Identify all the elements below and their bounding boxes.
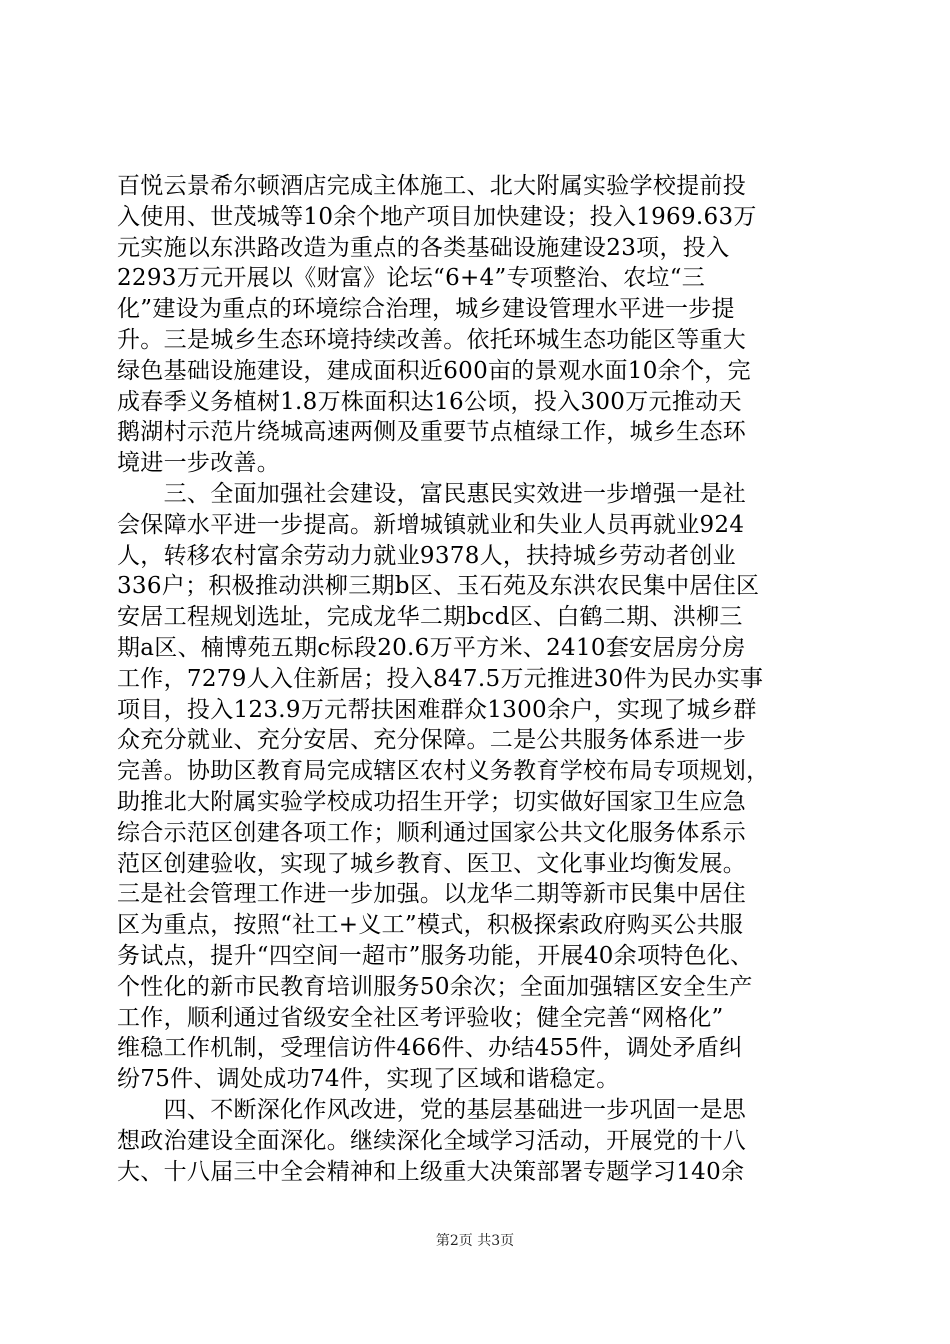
- text-line: 升。三是城乡生态环境持续改善。依托环城生态功能区等重大: [117, 326, 747, 353]
- text-line: 区为重点，按照“社工+义工”模式，积极探索政府购买公共服: [117, 912, 744, 939]
- text-line: 入使用、世茂城等10余个地产项目加快建设；投入1969.63万: [117, 203, 757, 230]
- text-line: 完善。协助区教育局完成辖区农村义务教育学校布局专项规划，: [117, 758, 770, 785]
- text-line: 想政治建设全面深化。继续深化全域学习活动，开展党的十八: [117, 1127, 747, 1154]
- text-line: 成春季义务植树1.8万株面积达16公顷，投入300万元推动天: [117, 388, 742, 415]
- text-line: 工作，7279人入住新居；投入847.5万元推进30件为民办实事: [117, 665, 764, 692]
- text-line: 众充分就业、充分安居、充分保障。二是公共服务体系进一步: [117, 727, 747, 754]
- text-line: 综合示范区创建各项工作；顺利通过国家公共文化服务体系示: [117, 819, 747, 846]
- text-line: 范区创建验收，实现了城乡教育、医卫、文化事业均衡发展。: [117, 850, 747, 877]
- text-line: 2293万元开展以《财富》论坛“6+4”专项整治、农垃“三: [117, 265, 706, 292]
- text-line: 百悦云景希尔顿酒店完成主体施工、北大附属实验学校提前投: [117, 173, 747, 199]
- text-line: 期a区、楠博苑五期c标段20.6万平方米、2410套安居房分房: [117, 634, 746, 661]
- text-line: 维稳工作机制，受理信访件466件、办结455件，调处矛盾纠: [117, 1035, 743, 1062]
- text-line: 境进一步改善。: [117, 450, 281, 477]
- text-line: 工作，顺利通过省级安全社区考评验收；健全完善“网格化”: [117, 1004, 724, 1031]
- text-line: 助推北大附属实验学校成功招生开学；切实做好国家卫生应急: [117, 788, 747, 815]
- text-line: 绿色基础设施建设，建成面积近600亩的景观水面10余个，完: [117, 357, 751, 384]
- text-line: 安居工程规划选址，完成龙华二期bcd区、白鹤二期、洪柳三: [117, 604, 743, 631]
- text-line: 人，转移农村富余劳动力就业9378人，扶持城乡劳动者创业: [117, 542, 736, 569]
- text-line: 项目，投入123.9万元帮扶困难群众1300余户，实现了城乡群: [117, 696, 757, 723]
- text-line: 大、十八届三中全会精神和上级重大决策部署专题学习140余: [117, 1158, 745, 1185]
- text-line: 化”建设为重点的环境综合治理，城乡建设管理水平进一步提: [117, 296, 735, 323]
- page-number-footer: 第2页 共3页: [435, 1233, 515, 1249]
- document-body: [117, 171, 833, 1187]
- section-heading-line: 三、全面加强社会建设，富民惠民实效进一步增强一是社: [117, 480, 747, 507]
- text-line: 鹅湖村示范片绕城高速两侧及重要节点植绿工作，城乡生态环: [117, 419, 747, 446]
- text-line: 元实施以东洪路改造为重点的各类基础设施建设23项，投入: [117, 234, 730, 261]
- section-heading-line: 四、不断深化作风改进，党的基层基础进一步巩固一是思: [117, 1096, 747, 1123]
- text-line: 纷75件、调处成功74件，实现了区域和谐稳定。: [117, 1066, 620, 1093]
- text-line: 三是社会管理工作进一步加强。以龙华二期等新市民集中居住: [117, 881, 747, 908]
- text-line: 务试点，提升“四空间一超市”服务功能，开展40余项特色化、: [117, 942, 754, 969]
- text-line: 会保障水平进一步提高。新增城镇就业和失业人员再就业924: [117, 511, 745, 538]
- text-line: 个性化的新市民教育培训服务50余次；全面加强辖区安全生产: [117, 973, 753, 1000]
- text-line: 336户；积极推动洪柳三期b区、玉石苑及东洪农民集中居住区: [117, 573, 760, 600]
